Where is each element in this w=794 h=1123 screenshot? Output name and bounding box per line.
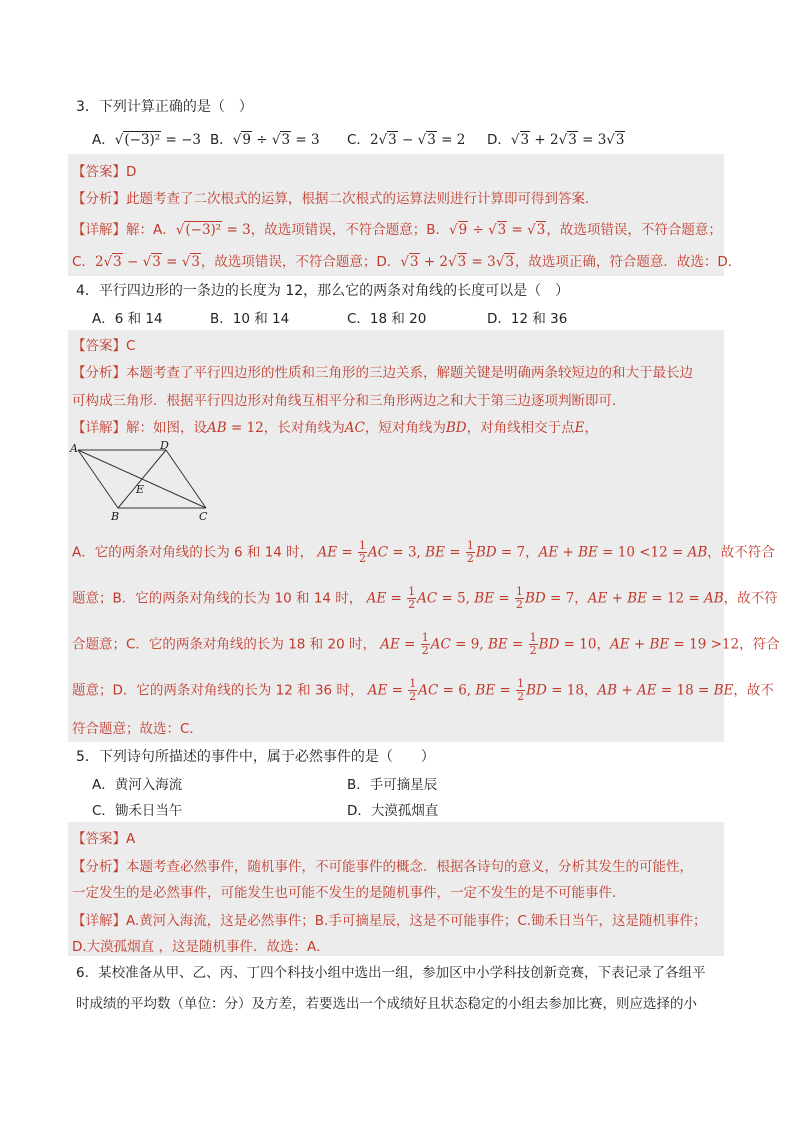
label-b: B [111, 510, 120, 523]
q3-option-d: D．√3 + 2√3 = 3√3 [487, 132, 625, 148]
q4-result-line-3: 合题意；C．它的两条对角线的长为 18 和 20 时， AE = $\frac{1}{2}$ AC = 9, BE = $\frac{1}{2}$ BD = 10，AE + BE = 19 >12，符合 [72, 631, 780, 657]
q4-analysis-line-1: 【分析】本题考查了平行四边形的性质和三角形的三边关系，解题关键是明确两条较短边的和大于最长边 [72, 365, 693, 381]
parallelogram-figure [68, 440, 218, 524]
q4-result-line-1: A．它的两条对角线的长为 6 和 14 时， AE = $\frac{1}{2}$ AC = 3, BE = $\frac{1}{2}$ BD = 7，AE + BE = 10 <12 = AB，故不符合 [72, 539, 775, 565]
q4-option-d: D．12 和 36 [487, 311, 568, 327]
q4-analysis-line-2: 可构成三角形．根据平行四边形对角线互相平分和三角形两边之和大于第三边逐项判断即可． [72, 393, 626, 409]
q5-answer: 【答案】A [72, 831, 136, 847]
q4-option-c: C．18 和 20 [347, 311, 427, 327]
q4-result-line-5: 符合题意；故选：C． [72, 721, 203, 737]
q3-detail-line-1: 【详解】解：A．√(−3)² = 3，故选项错误，不符合题意；B．√9 ÷ √3 = √3，故选项错误，不符合题意； [72, 222, 722, 238]
q5-option-d: D．大漠孤烟直 [347, 803, 439, 819]
label-d: D [160, 440, 169, 452]
q3-analysis: 【分析】此题考查了二次根式的运算，根据二次根式的运算法则进行计算即可得到答案． [72, 191, 599, 207]
q4-detail-line-1: 【详解】解：如图，设AB = 12，长对角线为AC，短对角线为BD，对角线相交于点E， [72, 420, 598, 436]
q3-detail-line-2: C．2√3 − √3 = √3，故选项错误，不符合题意；D．√3 + 2√3 = 3√3，故选项正确，符合题意．故选：D． [72, 254, 742, 270]
q5-option-b: B．手可摘星辰 [347, 777, 438, 793]
q4-stem: 4．平行四边形的一条边的长度为 12，那么它的两条对角线的长度可以是（ ） [76, 283, 570, 299]
q5-analysis-line-1: 【分析】本题考查必然事件，随机事件，不可能事件的概念．根据各诗句的意义，分析其发生的可能性， [72, 859, 693, 875]
q3-option-c: C．2√3 − √3 = 2 [347, 132, 466, 148]
q4-answer: 【答案】C [72, 338, 136, 354]
q5-option-a: A．黄河入海流 [92, 777, 183, 793]
q5-detail-line-2: D.大漠孤烟直 ，这是随机事件．故选：A． [72, 939, 330, 955]
q3-answer: 【答案】D [72, 164, 137, 180]
q4-result-line-4: 题意；D．它的两条对角线的长为 12 和 36 时， AE = $\frac{1}{2}$ AC = 6, BE = $\frac{1}{2}$ BD = 18，AB + AE = 18 = BE，故不 [72, 677, 774, 703]
q5-stem: 5．下列诗句所描述的事件中，属于必然事件的是（ ） [76, 749, 435, 765]
label-e: E [136, 483, 145, 496]
q4-option-a: A．6 和 14 [92, 311, 163, 327]
q5-option-c: C．锄禾日当午 [92, 803, 183, 819]
diagonal-bd [118, 450, 166, 508]
q6-line-2: 时成绩的平均数（单位：分）及方差，若要选出一个成绩好且状态稳定的小组去参加比赛，则应选择的小 [76, 996, 697, 1012]
q4-result-line-2: 题意；B．它的两条对角线的长为 10 和 14 时， AE = $\frac{1}{2}$ AC = 5, BE = $\frac{1}{2}$ BD = 7，AE + BE = 12 = AB，故不符 [72, 585, 778, 611]
q3-option-b: B．√9 ÷ √3 = 3 [210, 132, 320, 148]
q3-stem: 3．下列计算正确的是（ ） [76, 99, 253, 115]
q5-detail-line-1: 【详解】A.黄河入海流，这是必然事件；B.手可摘星辰，这是不可能事件；C.锄禾日当午，这是随机事件； [72, 913, 707, 929]
q6-line-1: 6．某校准备从甲、乙、丙、丁四个科技小组中选出一组，参加区中小学科技创新竞赛，下表记录了各组平 [76, 965, 706, 981]
q4-option-b: B．10 和 14 [210, 311, 290, 327]
label-a: A [70, 442, 78, 455]
q3-option-a: A．√(−3)² = −3 [92, 132, 202, 148]
q5-analysis-line-2: 一定发生的是必然事件，可能发生也可能不发生的是随机事件，一定不发生的是不可能事件． [72, 885, 626, 901]
label-c: C [199, 510, 208, 523]
